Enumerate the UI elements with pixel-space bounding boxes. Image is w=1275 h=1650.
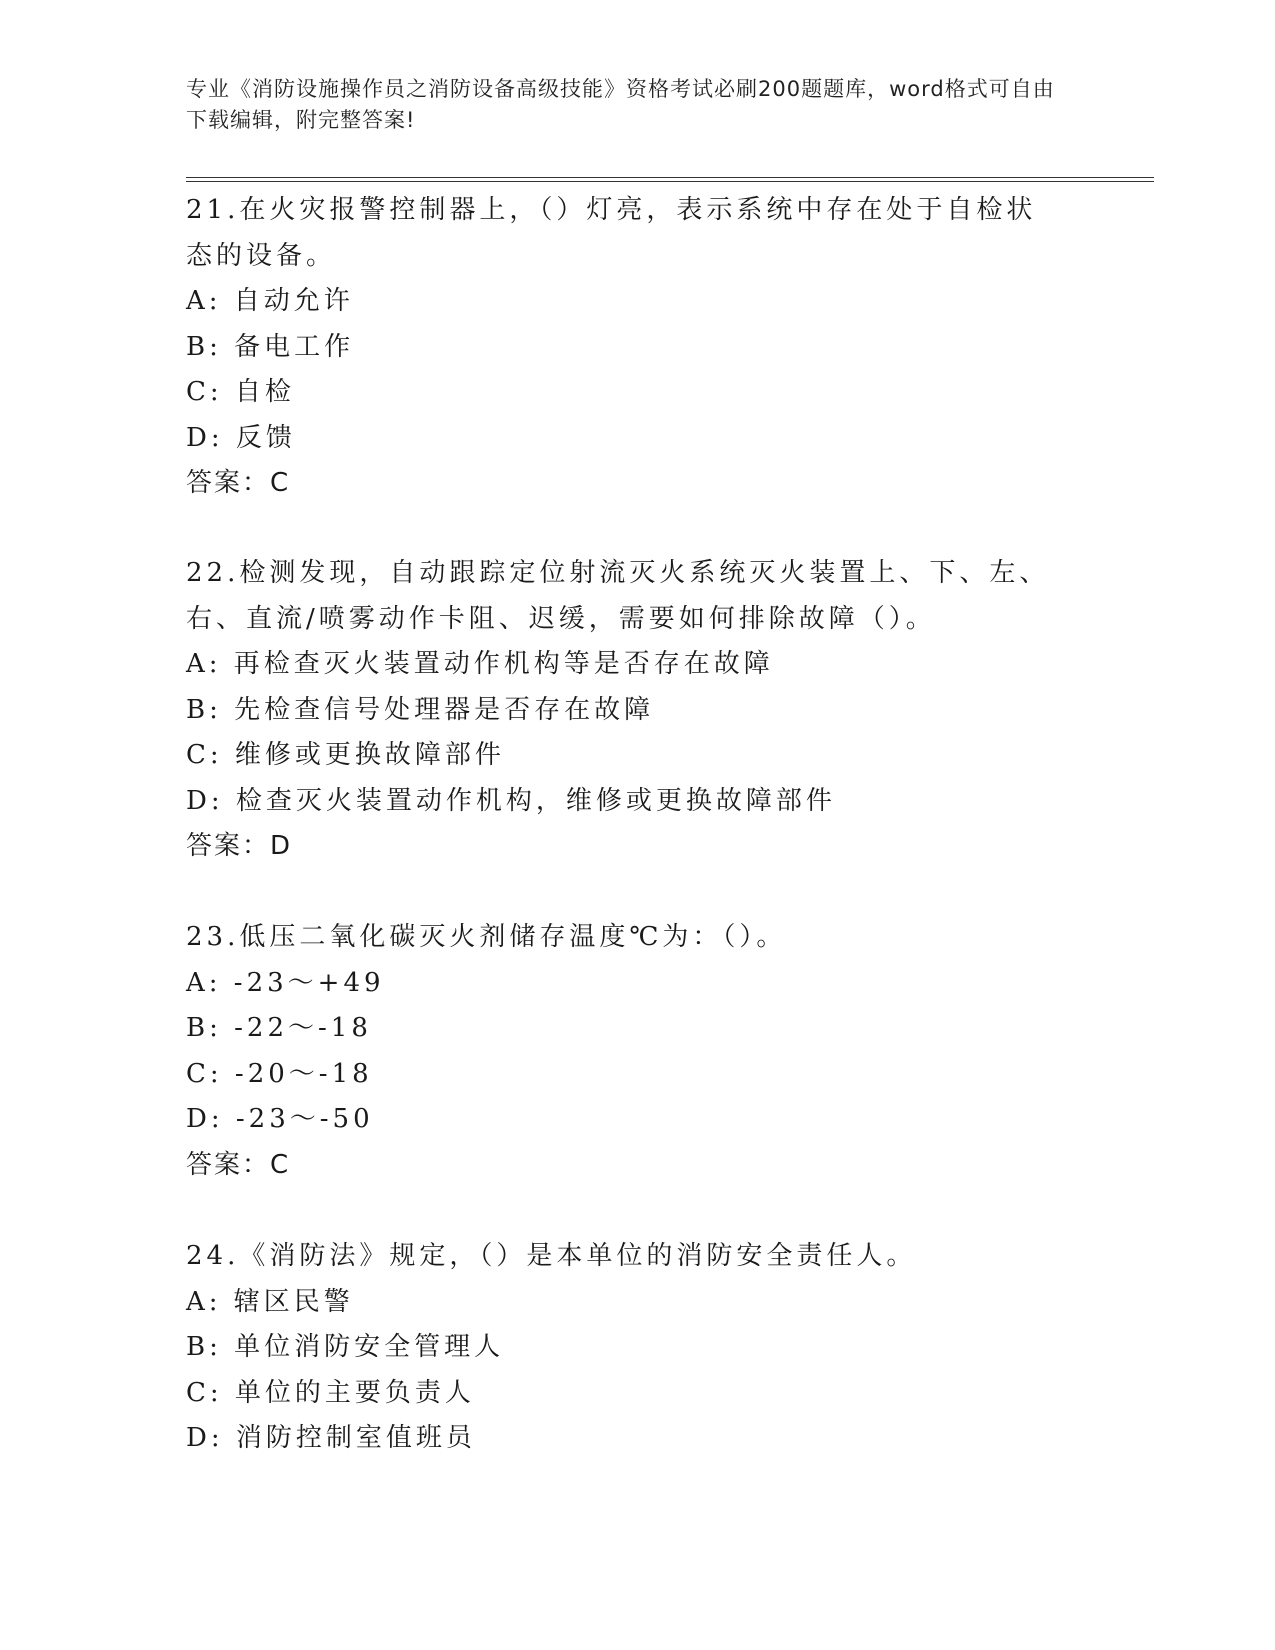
question-stem: 21.在火灾报警控制器上，（）灯亮，表示系统中存在处于自检状态的设备。 bbox=[186, 195, 1037, 271]
question-24 bbox=[186, 1234, 1086, 1462]
option-d: D: 检查灭火装置动作机构，维修或更换故障部件 bbox=[186, 785, 836, 816]
option-a: A: 辖区民警 bbox=[186, 1286, 354, 1317]
question-23 bbox=[186, 915, 1086, 1188]
header-divider-double bbox=[186, 181, 1154, 182]
option-c: C: -20～-18 bbox=[186, 1058, 373, 1089]
option-c: C: 自检 bbox=[186, 377, 295, 407]
option-a: A: 再检查灭火装置动作机构等是否存在故障 bbox=[186, 649, 774, 679]
document-header: 专业《消防设施操作员之消防设备高级技能》资格考试必刷200题题库，word格式可自由下载编辑，附完整答案! bbox=[186, 77, 1055, 132]
option-d: D: 反馈 bbox=[186, 422, 296, 453]
question-stem: 23.低压二氧化碳灭火剂储存温度℃为：（）。 bbox=[186, 922, 787, 952]
option-d: D: 消防控制室值班员 bbox=[186, 1423, 476, 1453]
question-21 bbox=[186, 188, 1086, 507]
question-22 bbox=[186, 551, 1086, 870]
option-b: B: 单位消防安全管理人 bbox=[186, 1332, 505, 1362]
option-d: D: -23～-50 bbox=[186, 1104, 374, 1134]
option-a: A: -23～+49 bbox=[186, 967, 385, 998]
option-c: C: 维修或更换故障部件 bbox=[186, 740, 505, 770]
answer: 答案：D bbox=[186, 831, 293, 861]
option-b: B: 先检查信号处理器是否存在故障 bbox=[186, 694, 655, 725]
answer: 答案：C bbox=[186, 1149, 291, 1180]
answer: 答案：C bbox=[186, 468, 291, 498]
option-a: A: 自动允许 bbox=[186, 286, 354, 316]
question-stem: 24.《消防法》规定，（）是本单位的消防安全责任人。 bbox=[186, 1241, 917, 1271]
header-divider bbox=[186, 177, 1154, 178]
question-stem: 22.检测发现，自动跟踪定位射流灭火系统灭火装置上、下、左、右、直流/喷雾动作卡阻、迟缓，需要如何排除故障（）。 bbox=[186, 558, 1050, 634]
option-c: C: 单位的主要负责人 bbox=[186, 1377, 475, 1408]
option-b: B: 备电工作 bbox=[186, 331, 355, 362]
option-b: B: -22～-18 bbox=[186, 1013, 372, 1043]
